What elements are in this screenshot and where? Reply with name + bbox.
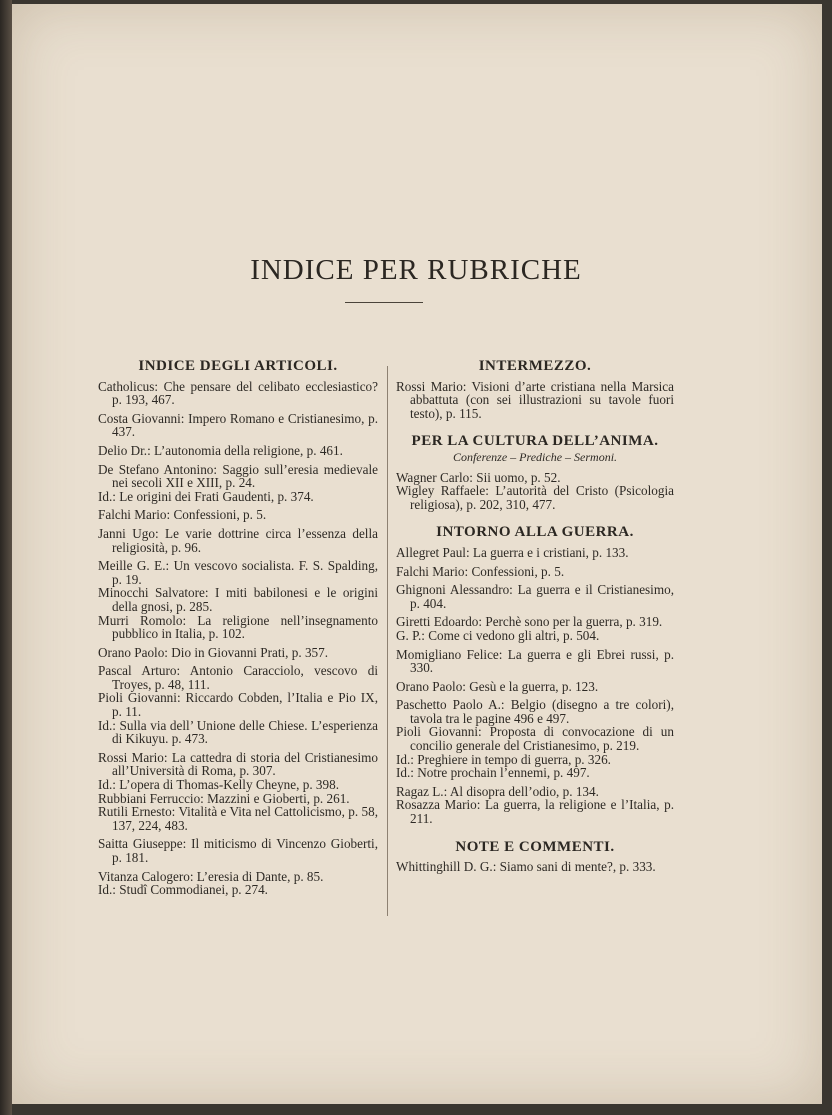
section-heading-articoli: INDICE DEGLI ARTICOLI. [138, 358, 338, 374]
index-entry: Momigliano Felice: La guerra e gli Ebrei russi, p. 330. [396, 646, 674, 676]
right-column [396, 360, 674, 879]
left-column [98, 360, 378, 902]
index-entry: Rutili Ernesto: Vitalità e Vita nel Cattolicismo, p. 58, 137, 224, 483. [98, 804, 378, 833]
index-entry: Orano Paolo: Dio in Giovanni Prati, p. 357. [98, 644, 329, 660]
index-entry: Ragaz L.: Al disopra dell’odio, p. 134. [396, 783, 599, 799]
index-entry: Falchi Mario: Confessioni, p. 5. [98, 507, 267, 523]
index-entry: Rossi Mario: La cattedra di storia del Cristianesimo all’Università di Roma, p. 307. [98, 749, 378, 779]
index-entry: Id.: Preghiere in tempo di guerra, p. 326. [396, 751, 611, 767]
section-heading-cultura: PER LA CULTURA DELL’ANIMA. [411, 433, 659, 450]
index-entry: Costa Giovanni: Impero Romano e Cristianesimo, p. 437. [98, 410, 378, 440]
index-entry: Id.: Notre prochain l’ennemi, p. 497. [396, 765, 590, 781]
index-entry: Whittinghill D. G.: Siamo sani di mente?, p. 333. [396, 859, 656, 875]
index-entry: Id.: Sulla via dell’ Unione delle Chiese. L’esperienza di Kikuyu. p. 473. [98, 717, 378, 747]
page-title: INDICE PER RUBRICHE [250, 254, 582, 286]
index-entry: Allegret Paul: La guerra e i cristiani, p. 133. [396, 544, 629, 560]
column-divider [387, 366, 388, 916]
book-spine [0, 0, 12, 1115]
section-subheading-cultura: Conferenze – Prediche – Sermoni. [452, 449, 618, 464]
index-entry: Id.: Studî Commodianei, p. 274. [98, 882, 268, 898]
index-entry: Giretti Edoardo: Perchè sono per la guerra, p. 319. [396, 614, 663, 630]
index-entry: Wagner Carlo: Sii uomo, p. 52. [396, 469, 561, 485]
index-entry: Janni Ugo: Le varie dottrine circa l’essenza della religiosità, p. 96. [98, 525, 378, 555]
section-heading-guerra: INTORNO ALLA GUERRA. [436, 524, 634, 541]
title-rule [345, 302, 423, 303]
index-entry: Pioli Giovanni: Proposta di convocazione di un concilio generale del Cristianesimo, p. 219. [396, 724, 674, 754]
index-entry: De Stefano Antonino: Saggio sull’eresia medievale nei secoli XII e XIII, p. 24. [98, 461, 378, 491]
index-entry: Rosazza Mario: La guerra, la religione e l’Italia, p. 211. [396, 797, 674, 827]
index-entry: Catholicus: Che pensare del celibato ecclesiastico? p. 193, 467. [98, 378, 378, 408]
section-heading-note: NOTE E COMMENTI. [455, 838, 615, 855]
index-entry: Ghignoni Alessandro: La guerra e il Cristianesimo, p. 404. [396, 582, 674, 611]
section-heading-intermezzo: INTERMEZZO. [478, 358, 592, 374]
index-entry: Vitanza Calogero: L’eresia di Dante, p. 85. [98, 868, 324, 884]
index-entry: Saitta Giuseppe: Il miticismo di Vincenzo Gioberti, p. 181. [98, 836, 378, 865]
index-entry: Paschetto Paolo A.: Belgio (disegno a tre colori), tavola tra le pagine 496 e 497. [396, 697, 674, 726]
index-entry: G. P.: Come ci vedono gli altri, p. 504. [396, 627, 600, 643]
index-entry: Murri Romolo: La religione nell’insegnamento pubblico in Italia, p. 102. [98, 612, 378, 642]
index-entry: Id.: Le origini dei Frati Gaudenti, p. 374. [98, 488, 314, 504]
index-entry: Id.: L’opera di Thomas-Kelly Cheyne, p. 398. [98, 777, 339, 793]
index-entry: Delio Dr.: L’autonomia della religione, p. 461. [98, 442, 343, 458]
index-entry: Minocchi Salvatore: I miti babilonesi e le origini della gnosi, p. 285. [98, 585, 378, 614]
index-entry: Falchi Mario: Confessioni, p. 5. [396, 563, 565, 579]
index-entry: Pioli Giovanni: Riccardo Cobden, l’Italia e Pio IX, p. 11. [98, 690, 378, 720]
index-entry: Meille G. E.: Un vescovo socialista. F. S. Spalding, p. 19. [98, 558, 378, 587]
entry-list-articoli [98, 380, 378, 897]
index-entry: Pascal Arturo: Antonio Caracciolo, vescovo di Troyes, p. 48, 111. [98, 663, 378, 692]
index-entry: Rubbiani Ferruccio: Mazzini e Gioberti, p. 261. [98, 790, 350, 806]
index-entry: Wigley Raffaele: L’autorità del Cristo (Psicologia religiosa), p. 202, 310, 477. [396, 483, 674, 512]
index-entry: Orano Paolo: Gesù e la guerra, p. 123. [396, 678, 599, 694]
index-entry: Rossi Mario: Visioni d’arte cristiana nella Marsica abbattuta (con sei illustrazioni su tavole fuori testo), p. 115. [396, 378, 674, 421]
